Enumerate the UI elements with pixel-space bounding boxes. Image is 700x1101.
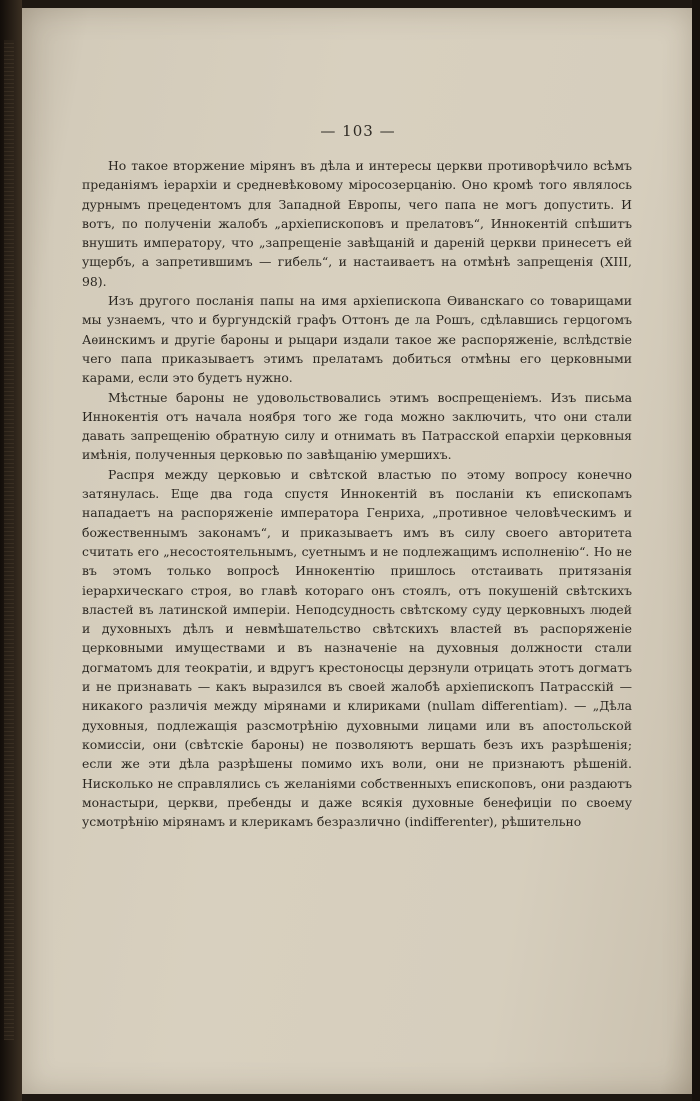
book-page (22, 8, 694, 1094)
background-edge (692, 0, 700, 1101)
paragraph: Мѣстные бароны не удовольствовались этимъ воспрещеніемъ. Изъ письма Иннокентія отъ начала ноября того же года можно заключить, что они стали давать запрещенію обратную силу и отнимать въ Патрасской епархіи церковныя имѣнія, полученныя церковью по завѣщанію умершихъ. (82, 389, 632, 463)
paragraph: Но такое вторжение мірянъ въ дѣла и интересы церкви противорѣчило всѣмъ преданіямъ іерархіи и средневѣковому міросозерцанію. Оно кромѣ того являлось дурнымъ прецедентомъ для Западной Европы, чего папа не могъ допустить. И вотъ, по полученіи жалобъ „архіепископовъ и прелатовъ“, Иннокентій спѣшитъ внушить императору, что „запрещеніе завѣщаній и дареній церкви принесетъ ей ущербъ, а запретившимъ — гибель“, и настаиваетъ на отмѣнѣ запрещенія (XIII, 98). (82, 158, 632, 289)
paragraph: Распря между церковью и свѣтской властью по этому вопросу конечно затянулась. Еще два года спустя Иннокентій въ посланіи къ епископамъ нападаетъ на распоряженіе императора Генриха, „противное человѣческимъ и божественнымъ законамъ“, и приказываетъ имъ въ силу своего авторитета считать его „несостоятельнымъ, суетнымъ и не подлежащимъ исполненію“. Но не въ этомъ только вопросѣ Иннокентію пришлось отстаивать притязанія іерархическаго строя, во главѣ котораго онъ стоялъ, отъ покушеній свѣтскихъ властей въ латинской имперіи. Неподсудность свѣтскому суду церковныхъ людей и духовныхъ дѣлъ и невмѣшательство свѣтскихъ властей въ распоряженіе церковными имуществами и въ назначеніе на духовныя должности стали догматомъ для теократіи, и вдругъ крестоносцы дерзнули отрицать этотъ догматъ и не признавать — какъ выразился въ своей жалобѣ архіепископъ Патрасскій — никакого различія между мірянами и клириками (nullam differentiam). — „Дѣла духовныя, подлежащія разсмотрѣнію духовными лицами или въ апостольской комиссіи, они (свѣтскіе бароны) не позволяютъ вершать безъ ихъ разрѣшенія; если же эти дѣла разрѣшены помимо ихъ воли, они не признаютъ рѣшеній. Нисколько не справлялись съ желаніями собственныхъ епископовъ, они раздаютъ монастыри, церкви, пребенды и даже всякія духовные бенефиціи по своему усмотрѣнію мірянамъ и клерикамъ безразлично (indifferenter), рѣшительно (82, 466, 632, 830)
page-body-text (82, 156, 632, 831)
book-spine-edge (0, 0, 22, 1101)
adjacent-page-edges (4, 40, 14, 1040)
page-number: — 103 — (320, 122, 396, 140)
paragraph: Изъ другого посланія папы на имя архіепископа Ѳиванскаго со товарищами мы узнаемъ, что и бургундскій графъ Оттонъ де ла Рошъ, сдѣлавшись герцогомъ Аѳинскимъ и другіе бароны и рыцари издали такое же распоряженіе, вслѣдствіе чего папа приказываетъ этимъ прелатамъ добиться отмѣны его церковными карами, если это будетъ нужно. (82, 293, 632, 386)
